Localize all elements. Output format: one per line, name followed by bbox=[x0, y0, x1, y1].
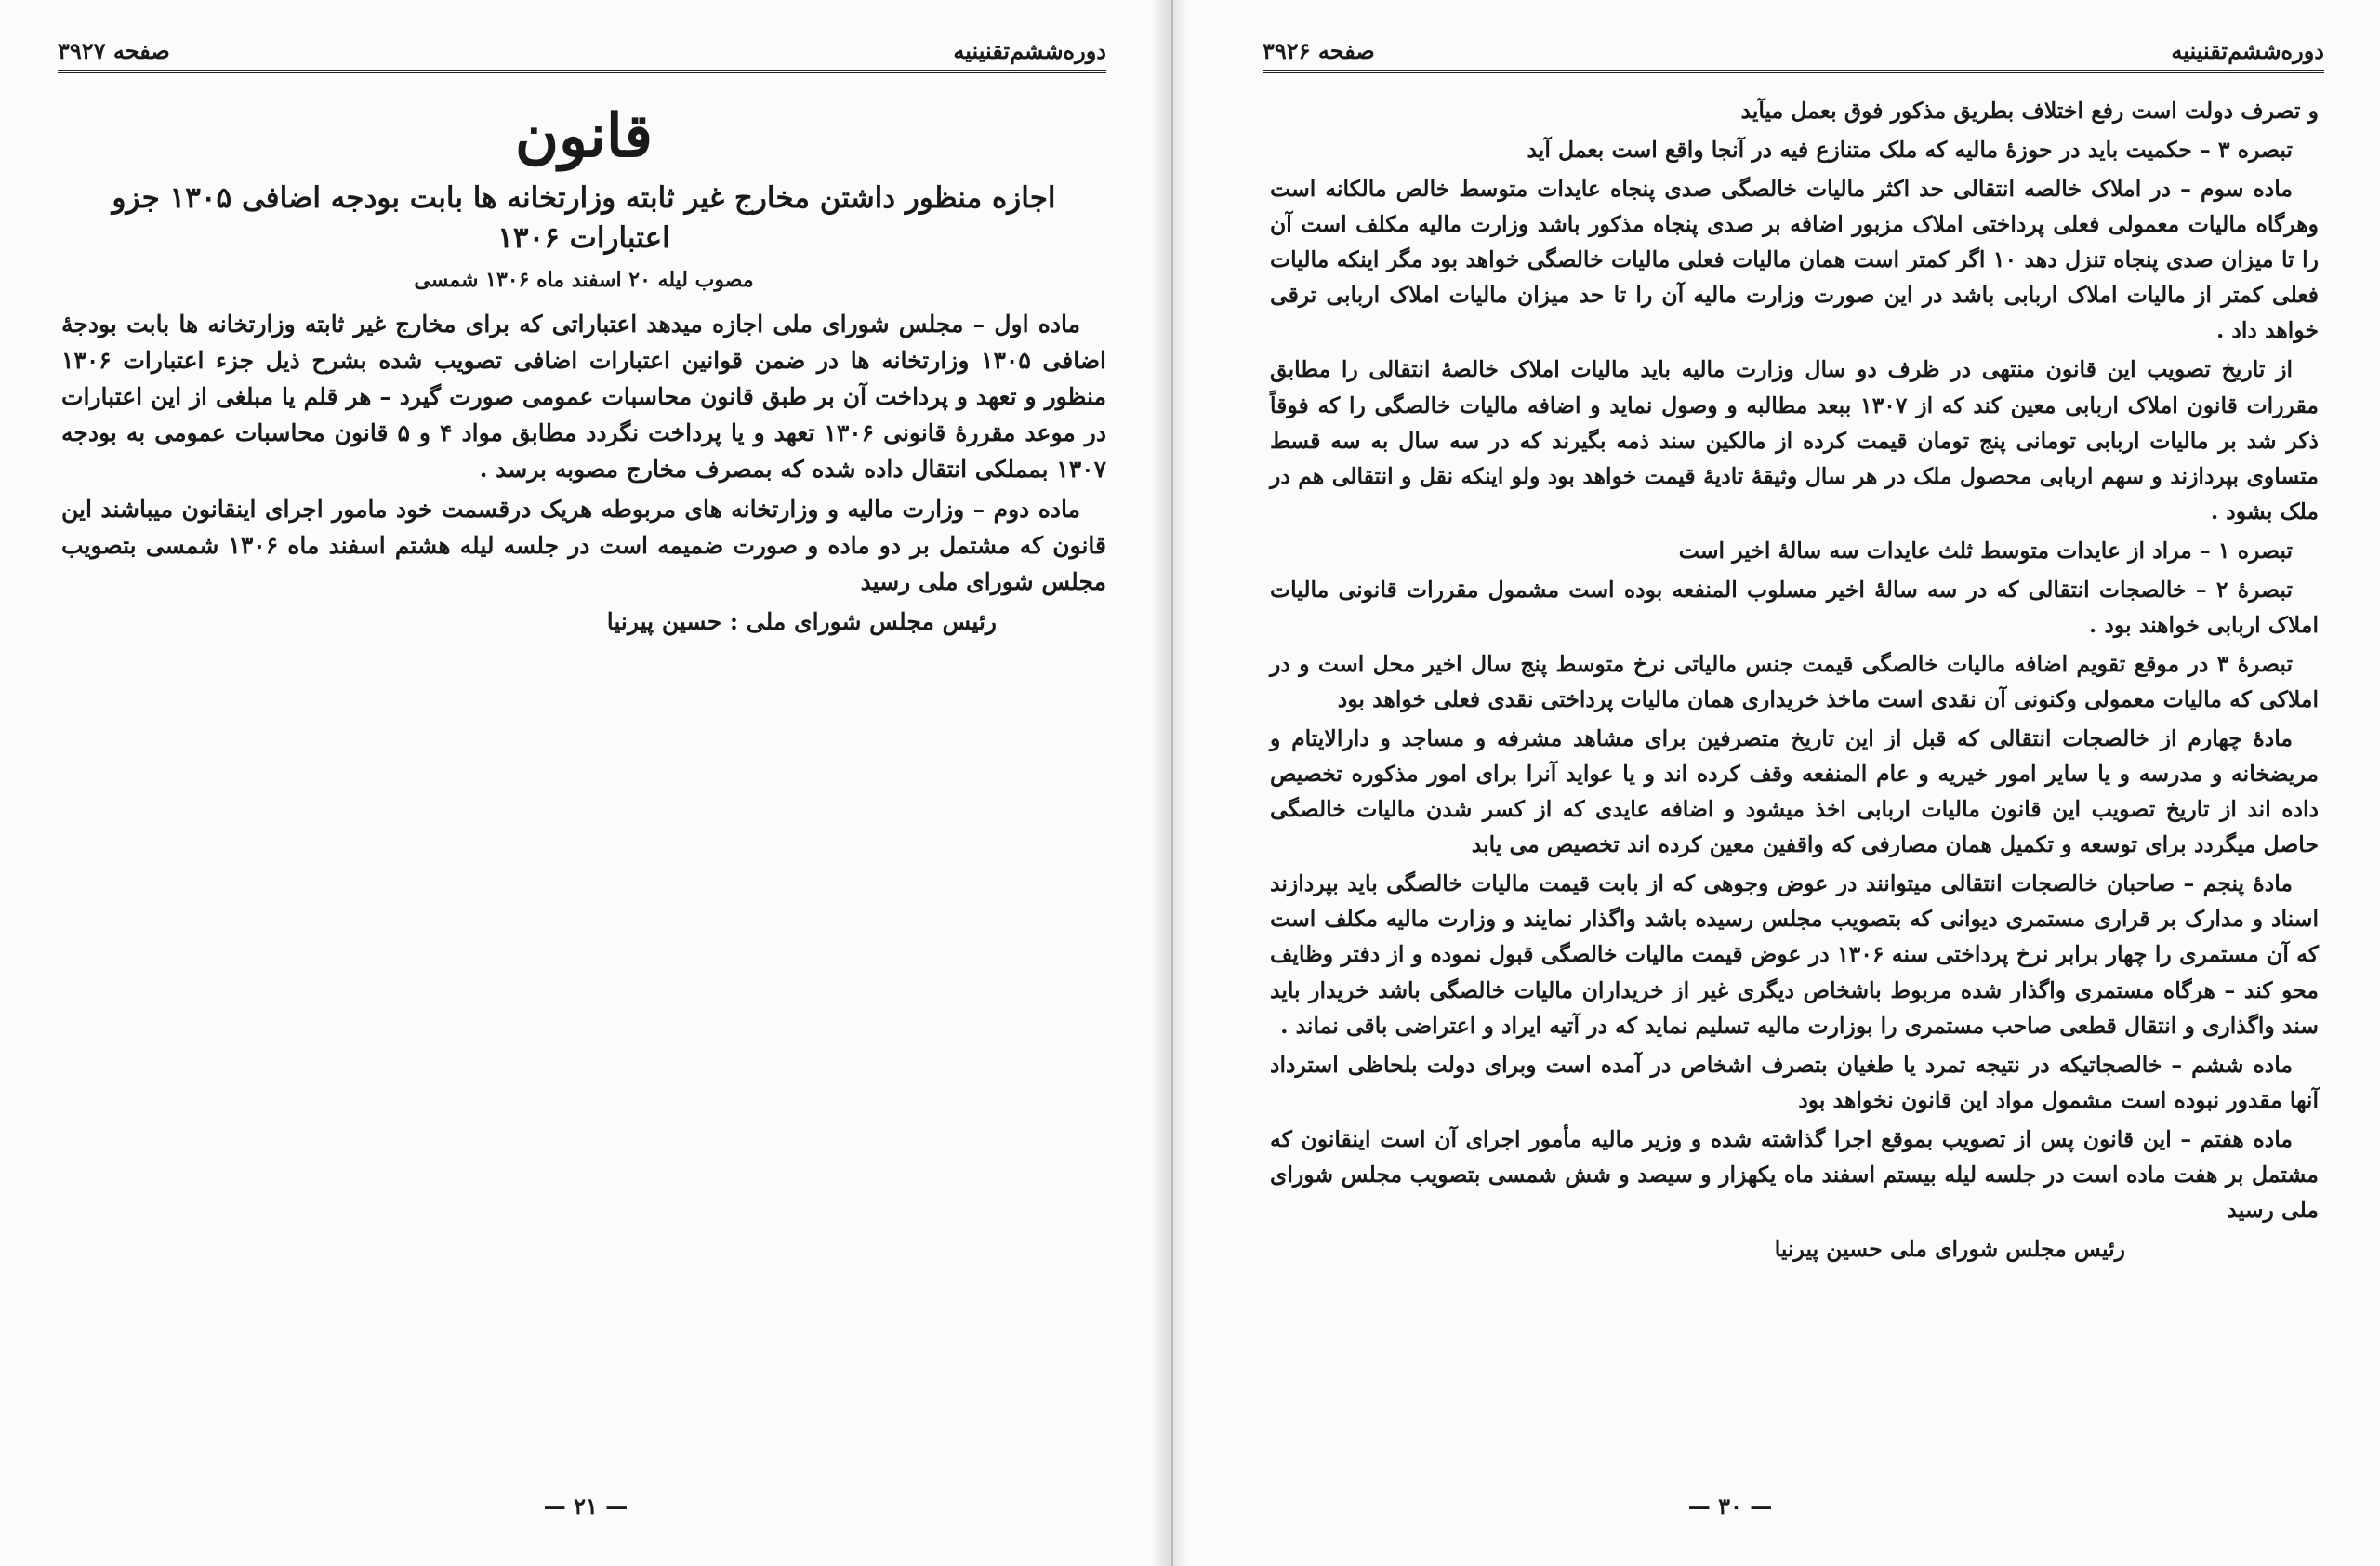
article-1: ماده اول – مجلس شورای ملی اجازه میدهد اعتباراتی که برای مخارج غیر ثابته وزارتخانه ها بابت بودجهٔ اضافی ۱۳۰۵ وزارتخانه ها در ضمن قوانین اعتبارات اضافی تصویب شده بشرح ذیل جزء اعتبارات ۱۳۰۶ منظور و تعهد و پرداخت آن بر طبق قانون محاسبات عمومی صورت گیرد – هر قلم یا مبلغی از این اعتبارات در موعد مقررهٔ قانونی ۱۳۰۶ تعهد و یا پرداخت نگردد مطابق مواد ۴ و ۵ قانون محاسبات عمومی به بودجه ۱۳۰۷ بمملکی انتقال داده شده که بمصرف مخارج مصوبه برسد . bbox=[61, 310, 1107, 483]
article-3: ماده سوم – در املاک خالصه انتقالی حد اکثر مالیات خالصگی صدی پنجاه عایدات متوسط خالص مالکانه است وهرگاه مالیات معمولی فعلی پرداختی املاک مزبور اضافه بر صدی پنجاه مذکور باشد وزارت مالیه مکلف است آن را تا میزان صدی پنجاه تنزل دهد ۱۰ اگر کمتر است همان مالیات فعلی مالیات خالصگی خواهد بود مگر اینکه مالیات فعلی کمتر از مالیات املاک اربابی باشد در این صورت وزارت مالیه آن را تا حد میزان مالیات املاک اربابی ترقی خواهد داد . bbox=[1270, 176, 2320, 344]
note-2: تبصرهٔ ۲ – خالصجات انتقالی که در سه سالهٔ اخیر مسلوب المنفعه بوده است مشمول مقررات قانونی مالیات املاک اربابی خواهند بود . bbox=[1270, 576, 2319, 638]
article-6: ماده ششم – خالصجاتیکه در نتیجه تمرد یا طغیان بتصرف اشخاص در آمده است وبرای دولت بلحاظی استرداد آنها مقدور نبوده است مشمول مواد این قانون نخواهد بود bbox=[1270, 1051, 2319, 1113]
right-page-body bbox=[1270, 93, 2319, 1270]
signature-right: رئیس مجلس شورای ملی حسین پیرنیا bbox=[1774, 1235, 2125, 1262]
left-footer-page-number: — ۲۱ — bbox=[543, 1493, 628, 1520]
law-date: مصوب لیله ۲۰ اسفند ماه ۱۳۰۶ شمسی bbox=[414, 268, 754, 293]
signature: رئیس مجلس شورای ملی : حسین پیرنیا bbox=[606, 607, 997, 635]
article-7: ماده هفتم – این قانون پس از تصویب بموقع اجرا گذاشته شده و وزیر مالیه مأمور اجرای آن است اینقانون که مشتمل بر هفت ماده است در جلسه لیله بیستم اسفند ماه یکهزار و سیصد و شش شمسی بتصویب مجلس شورای ملی رسید bbox=[1270, 1125, 2319, 1223]
law-title: قانون bbox=[515, 101, 653, 171]
article-4: مادهٔ چهارم از خالصجات انتقالی که قبل از این تاریخ متصرفین برای مشاهد مشرفه و مساجد و دارالایتام و مریضخانه و مدرسه و یا سایر امور خیریه و عام المنفعه وقف کرده اند و یا عواید آنرا برای امور مذکوره تخصیص داده اند از تاریخ تصویب این قانون مالیات اربابی اخذ میشود و اضافه عایدی که از کسر شدن مالیات خالصگی حاصل میگردد برای توسعه و تکمیل همان مصارفی که واقفین معین کرده اند تخصیص می یابد bbox=[1270, 725, 2319, 858]
right-page bbox=[1173, 0, 2380, 1566]
article-3-continued: از تاریخ تصویب این قانون منتهی در ظرف دو سال وزارت مالیه باید مالیات املاک خالصهٔ انتقالی را مطابق مقررات قانون املاک اربابی معین کند که از ۱۳۰۷ ببعد مطالبه و وصول نماید و اضافه مالیات خالصگی را که فوقاً ذکر شد بر مالیات اربابی تومانی پنج تومان قیمت کرده از مالکین سند ذمه بگیرند که در سه سال به سه قسط متساوی بپردازند و سهم اربابی محصول ملک در هر سال وثیقهٔ تادیهٔ قیمت خواهد بود ولو اینکه نقل و انتقالی هم در ملک بشود . bbox=[1270, 356, 2319, 524]
right-footer-page-number: — ۳۰ — bbox=[1687, 1493, 1773, 1520]
article-2: ماده دوم – وزارت مالیه و وزارتخانه های مربوطه هریک درقسمت خود مامور اجرای اینقانون میباشند این قانون که مشتمل بر دو ماده و صورت ضمیمه است در جلسه لیله هشتم اسفند ماه ۱۳۰۶ شمسی بتصویب مجلس شورای ملی رسید bbox=[61, 495, 1106, 595]
right-header-session: دوره‌ششم‌تقنینیه bbox=[2171, 37, 2324, 64]
left-page-body bbox=[61, 102, 1106, 644]
left-header-page-number: صفحه ۳۹۲۷ bbox=[58, 37, 170, 64]
note-3b: تبصرهٔ ۳ در موقع تقویم اضافه مالیات خالصگی قیمت جنس مالیاتی نرخ متوسط پنج سال اخیر محل است و در املاکی که مالیات معمولی وکنونی آن نقدی است ماخذ خریداری همان مالیات پرداختی نقدی فعلی خواهد بود bbox=[1270, 650, 2319, 712]
right-header-page-number: صفحه ۳۹۲۶ bbox=[1263, 37, 1375, 64]
left-page bbox=[0, 0, 1173, 1566]
article-5: مادهٔ پنجم – صاحبان خالصجات انتقالی میتوانند در عوض وجوهی که از بابت قیمت مالیات خالصگی باید بپردازند اسناد و مدارک بر قراری مستمری دیوانی که بتصویب مجلس رسیده باشد واگذار نمایند و وزارت مالیه مکلف است که آن مستمری را چهار برابر نرخ پرداختی سنه ۱۳۰۶ در عوض قیمت مالیات خالصگی قبول نموده و از دفتر وظایف محو کند – هرگاه مستمری واگذار شده مربوط باشخاص دیگری غیر از خریداران مالیات خالصگی باشد خریدار باید سند واگذاری و انتقال قطعی صاحب مستمری را بوزارت مالیه تسلیم نماید که در آتیه ایراد و اعتراضی باقی نماند . bbox=[1270, 870, 2319, 1039]
law-subtitle: اجازه منظور داشتن مخارج غیر ثابته وزارتخانه ها بابت بودجه اضافی ۱۳۰۵ جزو اعتبارات ۱۳۰۶ bbox=[112, 180, 1056, 255]
right-page-header bbox=[1263, 37, 2324, 73]
note-1: تبصره ۱ – مراد از عایدات متوسط ثلث عایدات سه سالهٔ اخیر است bbox=[1678, 537, 2293, 564]
note-3: تبصره ۳ – حکمیت باید در حوزهٔ مالیه که ملک متنازع فیه در آنجا واقع است بعمل آید bbox=[1527, 137, 2293, 164]
left-page-header bbox=[58, 37, 1106, 73]
left-header-session: دوره‌ششم‌تقنینیه bbox=[953, 37, 1106, 64]
paragraph-continuation: و تصرف دولت است رفع اختلاف بطریق مذکور فوق بعمل میآید bbox=[1740, 98, 2319, 124]
